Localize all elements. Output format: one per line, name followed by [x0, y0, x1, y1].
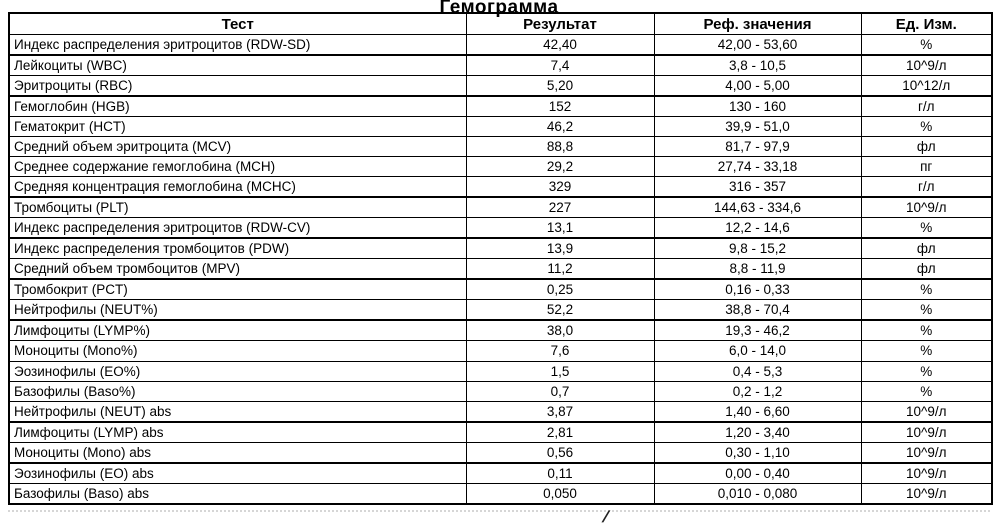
test-name-cell: Нейтрофилы (NEUT%) — [9, 300, 466, 321]
result-cell: 52,2 — [466, 300, 654, 321]
table-row — [9, 35, 992, 56]
ref-range-cell: 4,00 - 5,00 — [654, 76, 861, 97]
table-row — [9, 218, 992, 239]
ref-range-cell: 27,74 - 33,18 — [654, 157, 861, 177]
unit-cell: % — [861, 320, 992, 341]
table-row — [9, 238, 992, 259]
result-cell: 2,81 — [466, 422, 654, 443]
ref-range-cell: 42,00 - 53,60 — [654, 35, 861, 56]
test-name-cell: Базофилы (Baso%) — [9, 381, 466, 401]
ref-range-cell: 0,00 - 0,40 — [654, 463, 861, 484]
table-row — [9, 381, 992, 401]
ref-range-cell: 1,40 - 6,60 — [654, 401, 861, 422]
test-name-cell: Эозинофилы (EO) abs — [9, 463, 466, 484]
table-row — [9, 55, 992, 76]
test-name-cell: Индекс распределения тромбоцитов (PDW) — [9, 238, 466, 259]
result-cell: 88,8 — [466, 137, 654, 157]
unit-cell: пг — [861, 157, 992, 177]
table-row — [9, 361, 992, 381]
result-cell: 3,87 — [466, 401, 654, 422]
ref-range-cell: 9,8 - 15,2 — [654, 238, 861, 259]
report-title-clipped — [0, 0, 998, 18]
unit-cell: 10^9/л — [861, 422, 992, 443]
result-cell: 227 — [466, 197, 654, 218]
test-name-cell: Эритроциты (RBC) — [9, 76, 466, 97]
ref-range-cell: 12,2 - 14,6 — [654, 218, 861, 239]
table-row — [9, 483, 992, 504]
unit-cell: г/л — [861, 177, 992, 198]
result-cell: 5,20 — [466, 76, 654, 97]
table-row — [9, 300, 992, 321]
unit-cell: % — [861, 35, 992, 56]
unit-cell: 10^9/л — [861, 197, 992, 218]
result-cell: 0,11 — [466, 463, 654, 484]
result-cell: 0,25 — [466, 279, 654, 300]
ref-range-cell: 0,010 - 0,080 — [654, 483, 861, 504]
column-header-units: Ед. Изм. — [861, 13, 992, 35]
unit-cell: 10^9/л — [861, 55, 992, 76]
ref-range-cell: 38,8 - 70,4 — [654, 300, 861, 321]
ref-range-cell: 0,16 - 0,33 — [654, 279, 861, 300]
ref-range-cell: 19,3 - 46,2 — [654, 320, 861, 341]
ref-range-cell: 0,30 - 1,10 — [654, 442, 861, 463]
result-cell: 42,40 — [466, 35, 654, 56]
test-name-cell: Среднее содержание гемоглобина (MCH) — [9, 157, 466, 177]
unit-cell: 10^9/л — [861, 442, 992, 463]
test-name-cell: Индекс распределения эритроцитов (RDW-SD) — [9, 35, 466, 56]
test-name-cell: Лимфоциты (LYMP%) — [9, 320, 466, 341]
result-cell: 7,4 — [466, 55, 654, 76]
table-row — [9, 279, 992, 300]
test-name-cell: Гематокрит (HCT) — [9, 117, 466, 137]
table-row — [9, 463, 992, 484]
table-header-row — [9, 13, 992, 35]
column-header-result: Результат — [466, 13, 654, 35]
test-name-cell: Тромбоциты (PLT) — [9, 197, 466, 218]
result-cell: 1,5 — [466, 361, 654, 381]
result-cell: 11,2 — [466, 259, 654, 280]
table-row — [9, 137, 992, 157]
result-cell: 46,2 — [466, 117, 654, 137]
test-name-cell: Базофилы (Baso) abs — [9, 483, 466, 504]
table-row — [9, 157, 992, 177]
ref-range-cell: 81,7 - 97,9 — [654, 137, 861, 157]
ref-range-cell: 0,2 - 1,2 — [654, 381, 861, 401]
test-name-cell: Индекс распределения эритроцитов (RDW-CV) — [9, 218, 466, 239]
unit-cell: % — [861, 361, 992, 381]
test-name-cell: Тромбокрит (PCT) — [9, 279, 466, 300]
clipped-text-fragment: / — [601, 509, 610, 526]
unit-cell: % — [861, 218, 992, 239]
unit-cell: фл — [861, 259, 992, 280]
result-cell: 0,7 — [466, 381, 654, 401]
ref-range-cell: 1,20 - 3,40 — [654, 422, 861, 443]
hemogram-table — [8, 12, 993, 505]
unit-cell: 10^9/л — [861, 401, 992, 422]
unit-cell: % — [861, 279, 992, 300]
ref-range-cell: 0,4 - 5,3 — [654, 361, 861, 381]
table-row — [9, 401, 992, 422]
ref-range-cell: 8,8 - 11,9 — [654, 259, 861, 280]
result-cell: 0,56 — [466, 442, 654, 463]
table-row — [9, 177, 992, 198]
table-row — [9, 76, 992, 97]
test-name-cell: Лейкоциты (WBC) — [9, 55, 466, 76]
test-name-cell: Моноциты (Mono%) — [9, 341, 466, 361]
table-row — [9, 422, 992, 443]
table-row — [9, 341, 992, 361]
result-cell: 13,1 — [466, 218, 654, 239]
result-cell: 329 — [466, 177, 654, 198]
unit-cell: фл — [861, 238, 992, 259]
report-title-text: Гемограмма — [439, 0, 559, 18]
ref-range-cell: 39,9 - 51,0 — [654, 117, 861, 137]
ref-range-cell: 3,8 - 10,5 — [654, 55, 861, 76]
test-name-cell: Эозинофилы (EO%) — [9, 361, 466, 381]
table-row — [9, 96, 992, 117]
result-cell: 152 — [466, 96, 654, 117]
test-name-cell: Гемоглобин (HGB) — [9, 96, 466, 117]
unit-cell: фл — [861, 137, 992, 157]
result-cell: 7,6 — [466, 341, 654, 361]
result-cell: 29,2 — [466, 157, 654, 177]
unit-cell: % — [861, 381, 992, 401]
test-name-cell: Средняя концентрация гемоглобина (MCHC) — [9, 177, 466, 198]
table-row — [9, 117, 992, 137]
unit-cell: % — [861, 341, 992, 361]
unit-cell: 10^12/л — [861, 76, 992, 97]
table-row — [9, 197, 992, 218]
unit-cell: % — [861, 300, 992, 321]
unit-cell: 10^9/л — [861, 483, 992, 504]
column-header-ref-values: Реф. значения — [654, 13, 861, 35]
table-row — [9, 442, 992, 463]
unit-cell: г/л — [861, 96, 992, 117]
table-row — [9, 259, 992, 280]
test-name-cell: Средний объем эритроцита (MCV) — [9, 137, 466, 157]
column-header-test: Тест — [9, 13, 466, 35]
ref-range-cell: 6,0 - 14,0 — [654, 341, 861, 361]
test-name-cell: Средний объем тромбоцитов (MPV) — [9, 259, 466, 280]
test-name-cell: Лимфоциты (LYMP) abs — [9, 422, 466, 443]
test-name-cell: Моноциты (Mono) abs — [9, 442, 466, 463]
clipped-next-section-text — [560, 507, 650, 526]
result-cell: 38,0 — [466, 320, 654, 341]
table-row — [9, 320, 992, 341]
unit-cell: 10^9/л — [861, 463, 992, 484]
unit-cell: % — [861, 117, 992, 137]
scan-artifact-line — [8, 510, 990, 512]
test-name-cell: Нейтрофилы (NEUT) abs — [9, 401, 466, 422]
result-cell: 0,050 — [466, 483, 654, 504]
result-cell: 13,9 — [466, 238, 654, 259]
ref-range-cell: 316 - 357 — [654, 177, 861, 198]
ref-range-cell: 144,63 - 334,6 — [654, 197, 861, 218]
ref-range-cell: 130 - 160 — [654, 96, 861, 117]
